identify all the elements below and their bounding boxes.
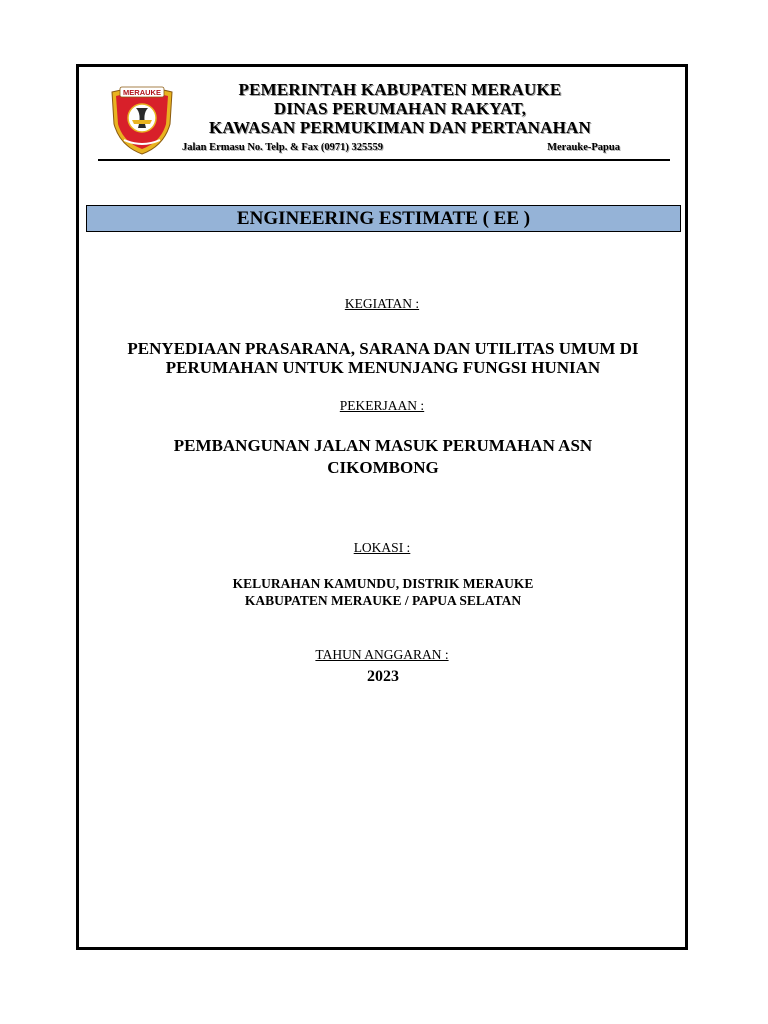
merauke-emblem-logo <box>106 84 178 156</box>
header-divider <box>98 159 670 161</box>
svg-text:MERAUKE: MERAUKE <box>123 88 161 97</box>
kegiatan-line-1: PENYEDIAAN PRASARANA, SARANA DAN UTILITAS UMUM DI <box>127 339 639 358</box>
pekerjaan-line-1: PEMBANGUNAN JALAN MASUK PERUMAHAN ASN <box>173 436 593 455</box>
lokasi-line-2: KABUPATEN MERAUKE / PAPUA SELATAN <box>244 593 522 608</box>
header-department-continued: KAWASAN PERMUKIMAN DAN PERTANAHAN <box>208 118 592 137</box>
tahun-anggaran-value: 2023 <box>367 668 399 685</box>
address-row <box>182 142 620 153</box>
tahun-anggaran-label: TAHUN ANGGARAN : <box>315 647 449 662</box>
kegiatan-value <box>100 339 666 377</box>
header-department: DINAS PERUMAHAN RAKYAT, <box>273 99 527 118</box>
header-government: PEMERINTAH KABUPATEN MERAUKE <box>238 80 562 99</box>
pekerjaan-value <box>100 435 666 479</box>
lokasi-line-1: KELURAHAN KAMUNDU, DISTRIK MERAUKE <box>232 576 534 591</box>
city-text: Merauke-Papua <box>547 142 620 153</box>
kegiatan-label: KEGIATAN : <box>344 296 420 311</box>
lokasi-value <box>100 575 666 609</box>
letterhead <box>180 80 620 137</box>
page-frame <box>76 64 688 950</box>
lokasi-label: LOKASI : <box>353 540 411 555</box>
document-title: ENGINEERING ESTIMATE ( EE ) <box>86 205 681 232</box>
kegiatan-line-2: PERUMAHAN UNTUK MENUNJANG FUNGSI HUNIAN <box>165 358 601 377</box>
pekerjaan-label: PEKERJAAN : <box>339 398 425 413</box>
pekerjaan-line-2: CIKOMBONG <box>327 458 439 477</box>
address-text: Jalan Ermasu No. Telp. & Fax (0971) 325559 <box>182 142 383 153</box>
